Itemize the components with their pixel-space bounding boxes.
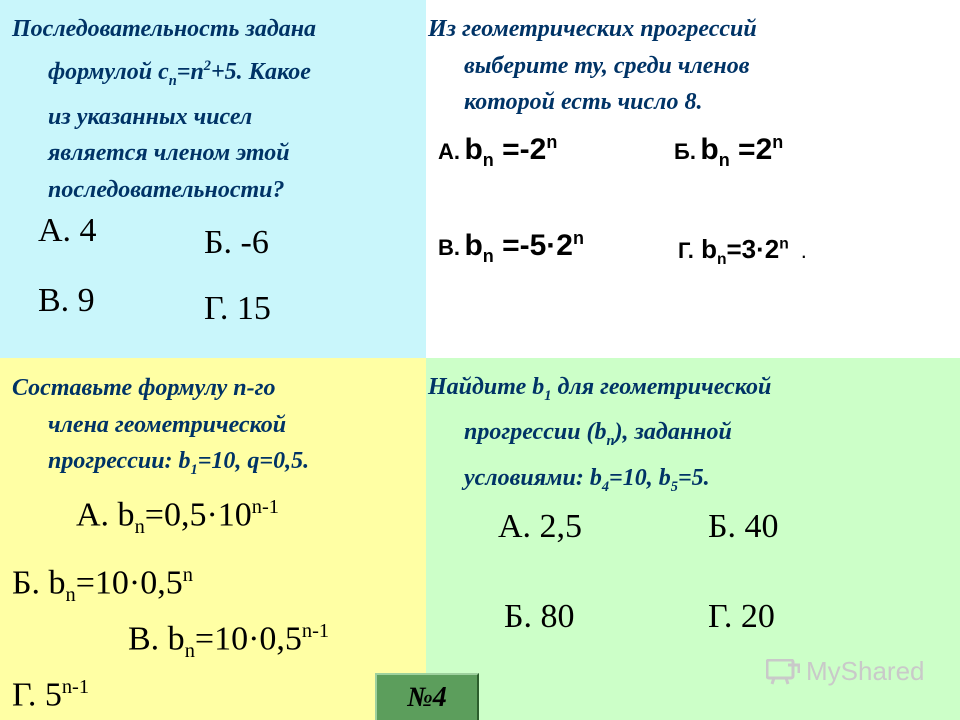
watermark (766, 656, 925, 687)
q3-answer-a: А. $b_n=0,5\cdot 10^{n-1}$ (76, 496, 279, 539)
question-2-line-3: которой есть число 8. (464, 89, 703, 115)
presentation-icon (766, 659, 800, 685)
question-4-text (428, 369, 771, 505)
q3-answer-g: Г. 5$^{n-1}$ (12, 676, 90, 714)
question-4-line-3: условиями: $b_4=10$, $b_5=5$. (464, 464, 710, 495)
question-3-text (12, 370, 309, 488)
question-1-line-5: последовательности? (48, 176, 285, 203)
q4-answer-b: Б. 40 (708, 508, 779, 545)
question-1-line-1: Последовательность задана (12, 16, 317, 42)
q2-answer-a: А. $b_n =-2^n$ (438, 132, 558, 170)
q4-answer-a: А. 2,5 (498, 508, 583, 545)
q2-answer-b: Б. $b_n =2^n$ (674, 132, 784, 170)
q4-answer-v: Б. 80 (504, 598, 575, 635)
question-3-line-1: Составьте формулу n-го (12, 375, 276, 401)
q3-answer-b: Б. $b_n=10\cdot 0,5^n$ (12, 564, 193, 607)
question-3-line-2: члена геометрической (48, 411, 287, 438)
question-4-line-1: Найдите $b_1$ для геометрической (428, 374, 772, 404)
slide-number-tag: №4 (375, 673, 479, 720)
question-3-panel (0, 358, 426, 720)
question-3-line-3: прогрессии: $b_1=10$, q=0,5. (48, 448, 310, 478)
question-1-line-2: формулой $c_n=n^2+5$. Какое (48, 57, 311, 89)
q4-answer-g: Г. 20 (708, 598, 775, 635)
q1-answer-v: В. 9 (38, 282, 95, 319)
question-1-line-4: является членом этой (48, 140, 290, 167)
q1-answer-g: Г. 15 (204, 290, 271, 327)
question-2-text (428, 11, 757, 121)
question-1-line-3: из указанных чисел (48, 103, 253, 130)
q2-answer-g: Г. $b_n=3\cdot 2^n$ . (678, 234, 807, 269)
q1-answer-a: А. 4 (38, 212, 97, 249)
q2-answer-v: В. $b_n =-5\cdot 2^n$ (438, 228, 584, 266)
question-2-line-2: выберите ту, среди членов (464, 52, 750, 79)
question-1-text (12, 11, 316, 208)
q1-answer-b: Б. -6 (204, 224, 269, 261)
question-2-panel (426, 0, 960, 358)
question-4-line-2: прогрессии $(b_n)$, заданной (464, 419, 732, 450)
q3-answer-v: В. $b_n=10\cdot 0,5^{n-1}$ (128, 620, 330, 663)
question-1-panel (0, 0, 426, 358)
watermark-text: MyShared (806, 656, 925, 686)
question-2-line-1: Из геометрических прогрессий (428, 16, 757, 42)
